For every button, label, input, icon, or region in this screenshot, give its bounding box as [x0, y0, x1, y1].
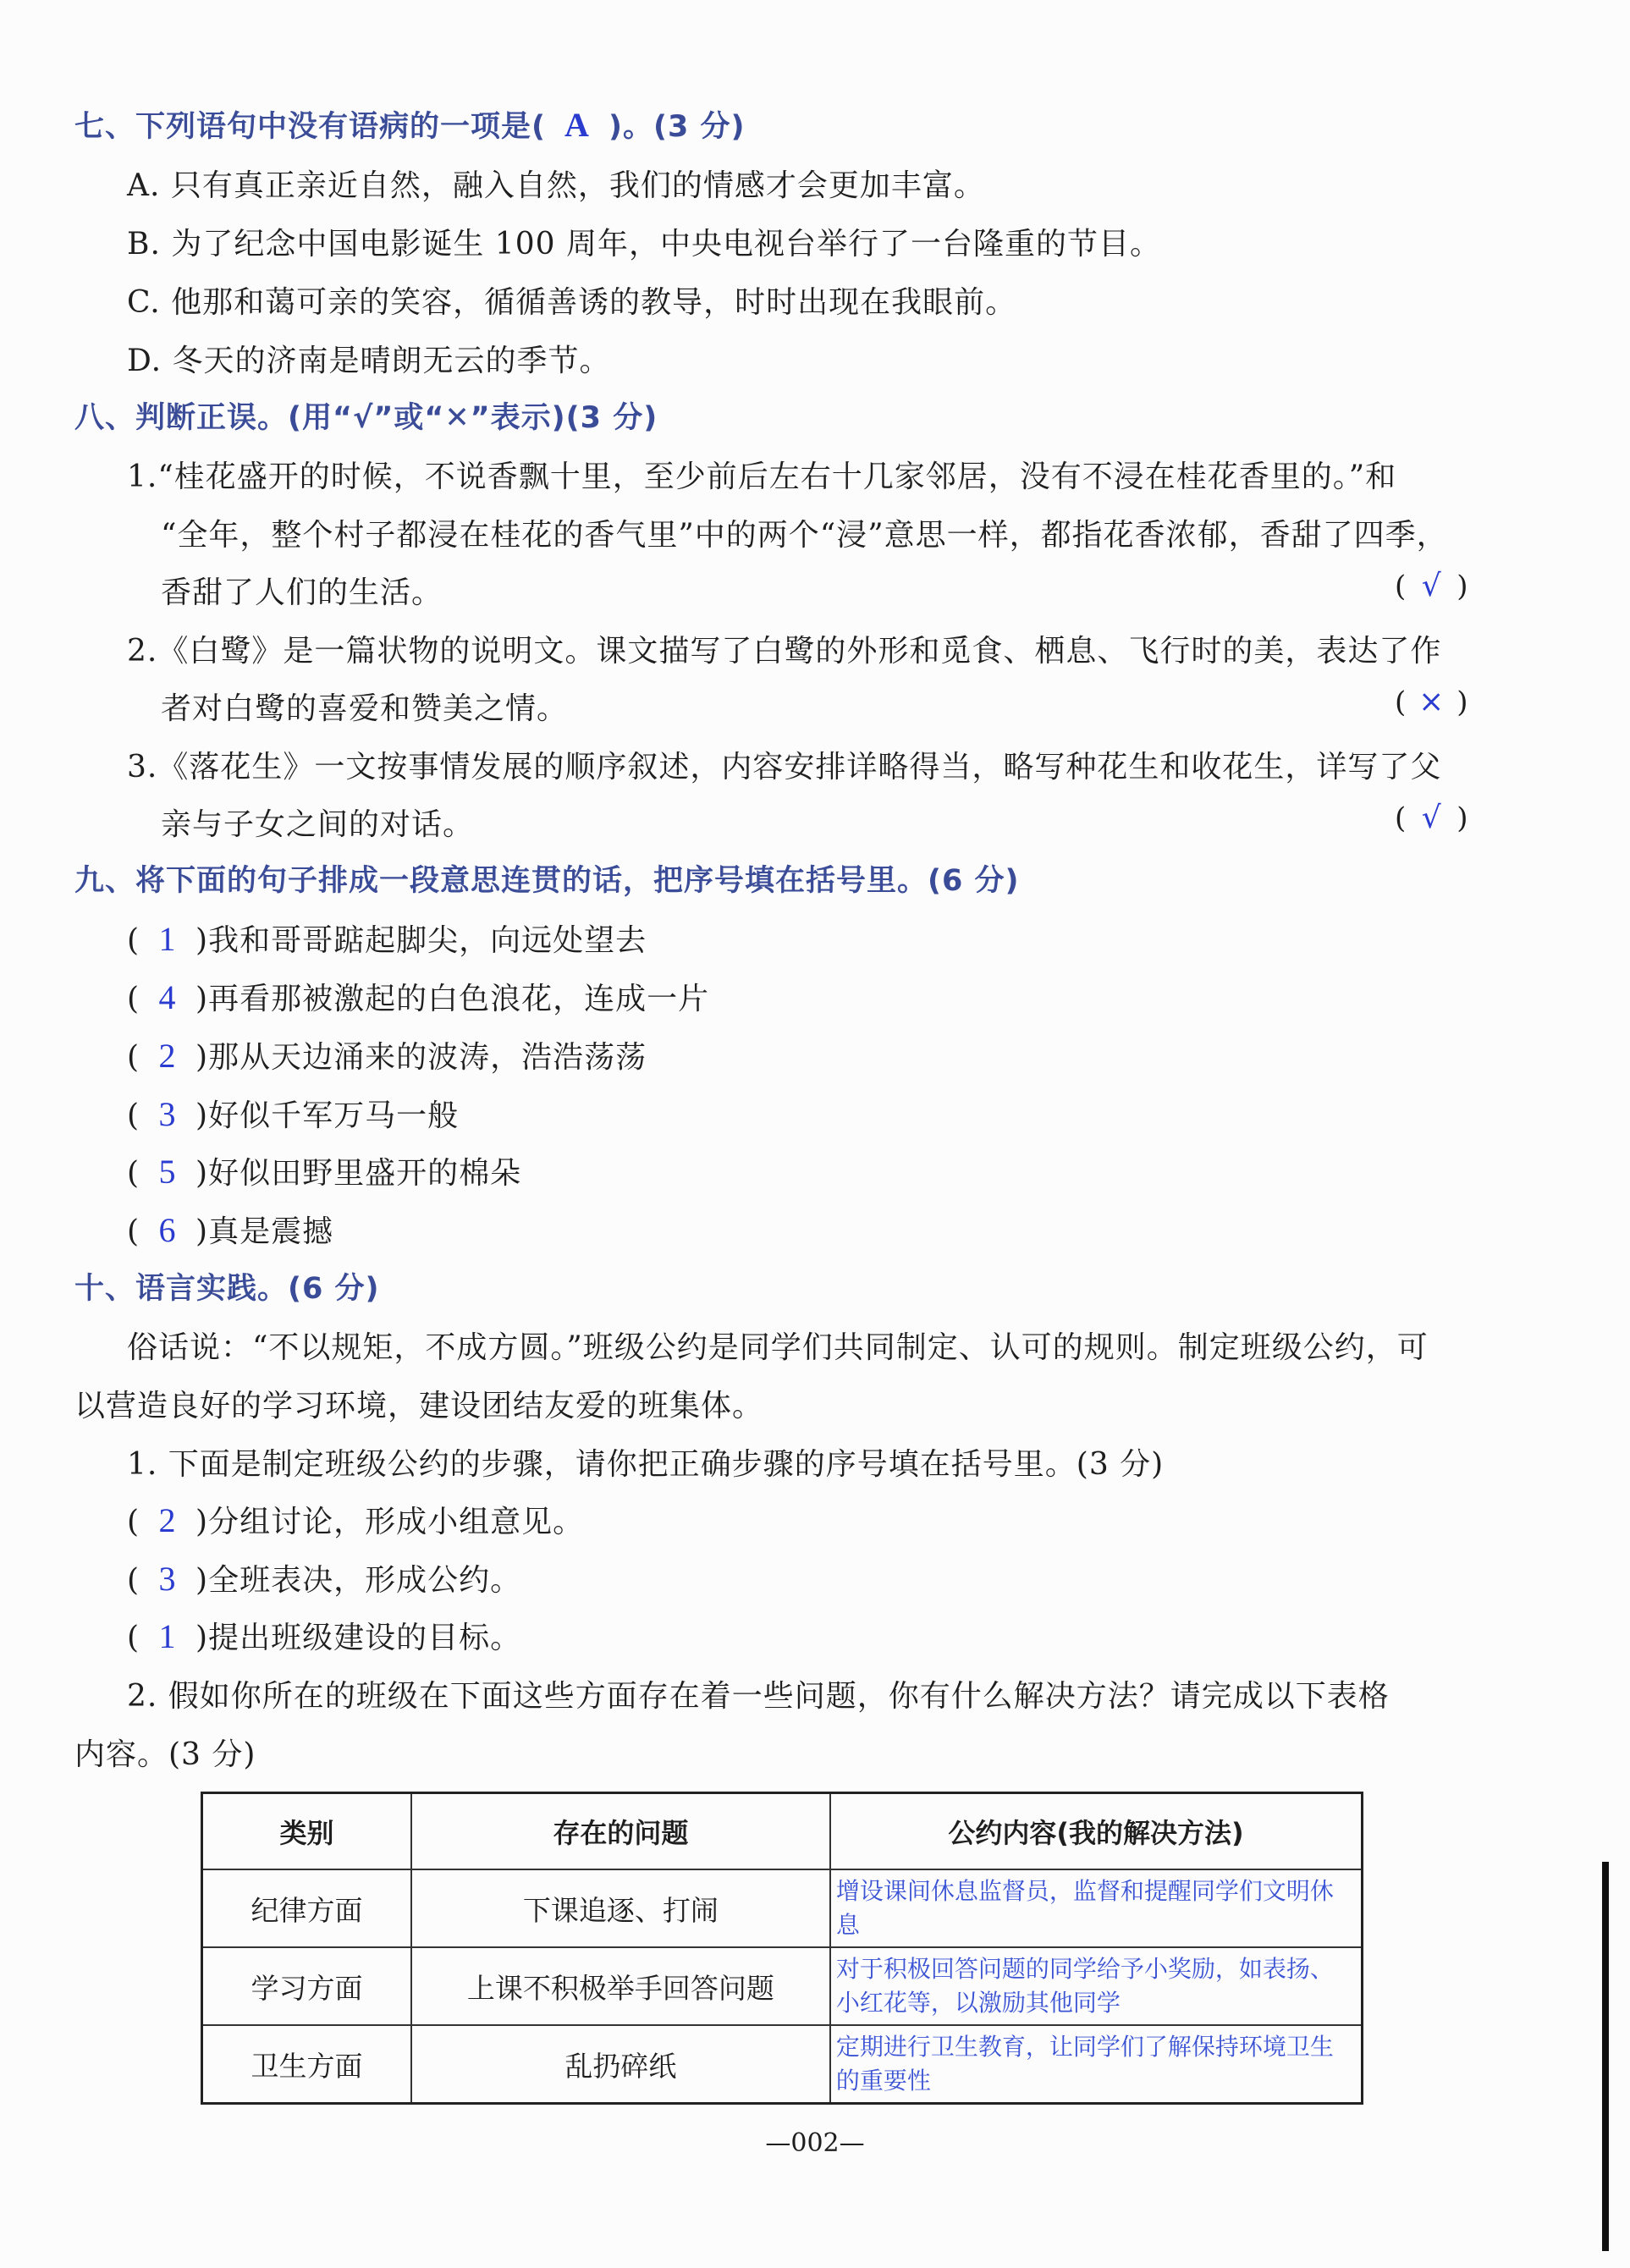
table-header-row	[202, 1793, 1363, 1870]
q10-step: ( 3 )全班表决，形成公约。	[127, 1560, 522, 1598]
q8-item3-mark: √	[1421, 801, 1441, 835]
q10-step-number: 2	[158, 1501, 177, 1539]
table-row	[202, 1947, 1363, 2025]
q7-heading	[74, 103, 746, 146]
q9-item-number: 2	[158, 1037, 177, 1075]
q10-intro-line2: 以营造良好的学习环境，建设团结友爱的班集体。	[74, 1389, 764, 1423]
q7-heading-prefix: 七、下列语句中没有语病的一项是(	[74, 110, 546, 144]
table-header-category: 类别	[202, 1793, 411, 1870]
q9-item: ( 2 )那从天边涌来的波涛，浩浩荡荡	[127, 1037, 647, 1075]
table-cell-problem: 上课不积极举手回答问题	[411, 1947, 830, 2025]
q10-intro-line1: 俗话说：“不以规矩，不成方圆。”班级公约是同学们共同制定、认可的规则。制定班级公约，可	[127, 1330, 1429, 1365]
q7-option-c: C. 他那和蔼可亲的笑容，循循善诱的教导，时时出现在我眼前。	[127, 285, 1017, 320]
q10-sub2-line2: 内容。(3 分)	[74, 1737, 256, 1772]
q10-step-text: )提出班级建设的目标。	[195, 1621, 522, 1655]
table-cell-category: 学习方面	[202, 1947, 411, 2025]
table-cell-problem: 乱扔碎纸	[411, 2025, 830, 2104]
q8-item2-line2: 者对白鹭的喜爱和赞美之情。	[161, 691, 569, 726]
q9-item-number: 3	[158, 1095, 177, 1133]
q8-item1-answer: ( √ )	[1395, 569, 1468, 603]
table-header-solution: 公约内容(我的解决方法)	[830, 1793, 1363, 1870]
q9-item: ( 5 )好似田野里盛开的棉朵	[127, 1153, 522, 1191]
q10-step-number: 1	[158, 1617, 177, 1655]
q8-item3-line1: 3.《落花生》一文按事情发展的顺序叙述，内容安排详略得当，略写种花生和收花生，详写了父	[127, 750, 1442, 784]
table-row	[202, 1869, 1363, 1947]
q9-item-text: )我和哥哥踮起脚尖，向远处望去	[195, 923, 647, 958]
q8-item3-line2: 亲与子女之间的对话。	[161, 807, 475, 842]
q10-step-text: )分组讨论，形成小组意见。	[195, 1505, 585, 1539]
q7-option-b: B. 为了纪念中国电影诞生 100 周年，中央电视台举行了一台隆重的节目。	[127, 227, 1161, 261]
q7-option-d: D. 冬天的济南是晴朗无云的季节。	[127, 344, 611, 378]
table-cell-solution: 定期进行卫生教育，让同学们了解保持环境卫生的重要性	[830, 2025, 1363, 2104]
q8-heading: 八、判断正误。(用“√”或“✕”表示)(3 分)	[74, 401, 658, 435]
q9-item: ( 1 )我和哥哥踮起脚尖，向远处望去	[127, 920, 647, 958]
q10-heading: 十、语言实践。(6 分)	[74, 1272, 380, 1306]
table-cell-category: 纪律方面	[202, 1869, 411, 1947]
q9-item-text: )再看那被激起的白色浪花，连成一片	[195, 982, 710, 1016]
q8-item1-line2: “全年，整个村子都浸在桂花的香气里”中的两个“浸”意思一样，都指花香浓郁，香甜了四季，	[161, 518, 1448, 553]
q8-item1-mark: √	[1421, 569, 1441, 603]
table-cell-solution: 增设课间休息监督员，监督和提醒同学们文明休息	[830, 1869, 1363, 1947]
q9-item: ( 6 )真是震撼	[127, 1211, 334, 1249]
q10-step-number: 3	[158, 1560, 177, 1598]
q10-step: ( 2 )分组讨论，形成小组意见。	[127, 1501, 585, 1539]
table-cell-solution: 对于积极回答问题的同学给予小奖励，如表扬、小红花等，以激励其他同学	[830, 1947, 1363, 2025]
q9-item: ( 3 )好似千军万马一般	[127, 1095, 460, 1133]
q10-step: ( 1 )提出班级建设的目标。	[127, 1617, 522, 1655]
q9-item-number: 6	[158, 1211, 177, 1249]
table-cell-category: 卫生方面	[202, 2025, 411, 2104]
q7-answer: A	[564, 106, 590, 144]
q9-item-number: 4	[158, 978, 177, 1016]
q9-item-text: )那从天边涌来的波涛，浩浩荡荡	[195, 1040, 647, 1075]
table-cell-problem: 下课追逐、打闹	[411, 1869, 830, 1947]
table-row	[202, 2025, 1363, 2104]
q8-item1-line1: 1.“桂花盛开的时候，不说香飘十里，至少前后左右十几家邻居，没有不浸在桂花香里的。”和	[127, 460, 1397, 494]
q9-heading: 九、将下面的句子排成一段意思连贯的话，把序号填在括号里。(6 分)	[74, 864, 1020, 898]
q9-item-number: 5	[158, 1153, 177, 1191]
convention-table	[201, 1792, 1363, 2105]
q8-item2-answer: ( × )	[1395, 685, 1468, 719]
q7-option-a: A. 只有真正亲近自然，融入自然，我们的情感才会更加丰富。	[127, 168, 985, 203]
q8-item1-line3: 香甜了人们的生活。	[161, 575, 443, 610]
q9-item-text: )真是震撼	[195, 1214, 334, 1249]
q9-item-text: )好似田野里盛开的棉朵	[195, 1156, 522, 1191]
scan-edge-bar	[1602, 1862, 1609, 2251]
q10-sub1: 1. 下面是制定班级公约的步骤，请你把正确步骤的序号填在括号里。(3 分)	[127, 1447, 1165, 1482]
q9-item-text: )好似千军万马一般	[195, 1098, 460, 1133]
q8-item2-mark: ×	[1418, 685, 1445, 719]
q7-heading-suffix: )。(3 分)	[608, 110, 746, 144]
table-header-problem: 存在的问题	[411, 1793, 830, 1870]
q10-step-text: )全班表决，形成公约。	[195, 1563, 522, 1598]
q8-item3-answer: ( √ )	[1395, 801, 1468, 835]
page-number: —002—	[765, 2128, 865, 2158]
q9-item: ( 4 )再看那被激起的白色浪花，连成一片	[127, 978, 710, 1016]
q9-item-number: 1	[158, 920, 177, 958]
q8-item2-line1: 2.《白鹭》是一篇状物的说明文。课文描写了白鹭的外形和觅食、栖息、飞行时的美，表达了作	[127, 634, 1442, 669]
q10-sub2-line1: 2. 假如你所在的班级在下面这些方面存在着一些问题，你有什么解决方法？请完成以下表格	[127, 1679, 1390, 1714]
